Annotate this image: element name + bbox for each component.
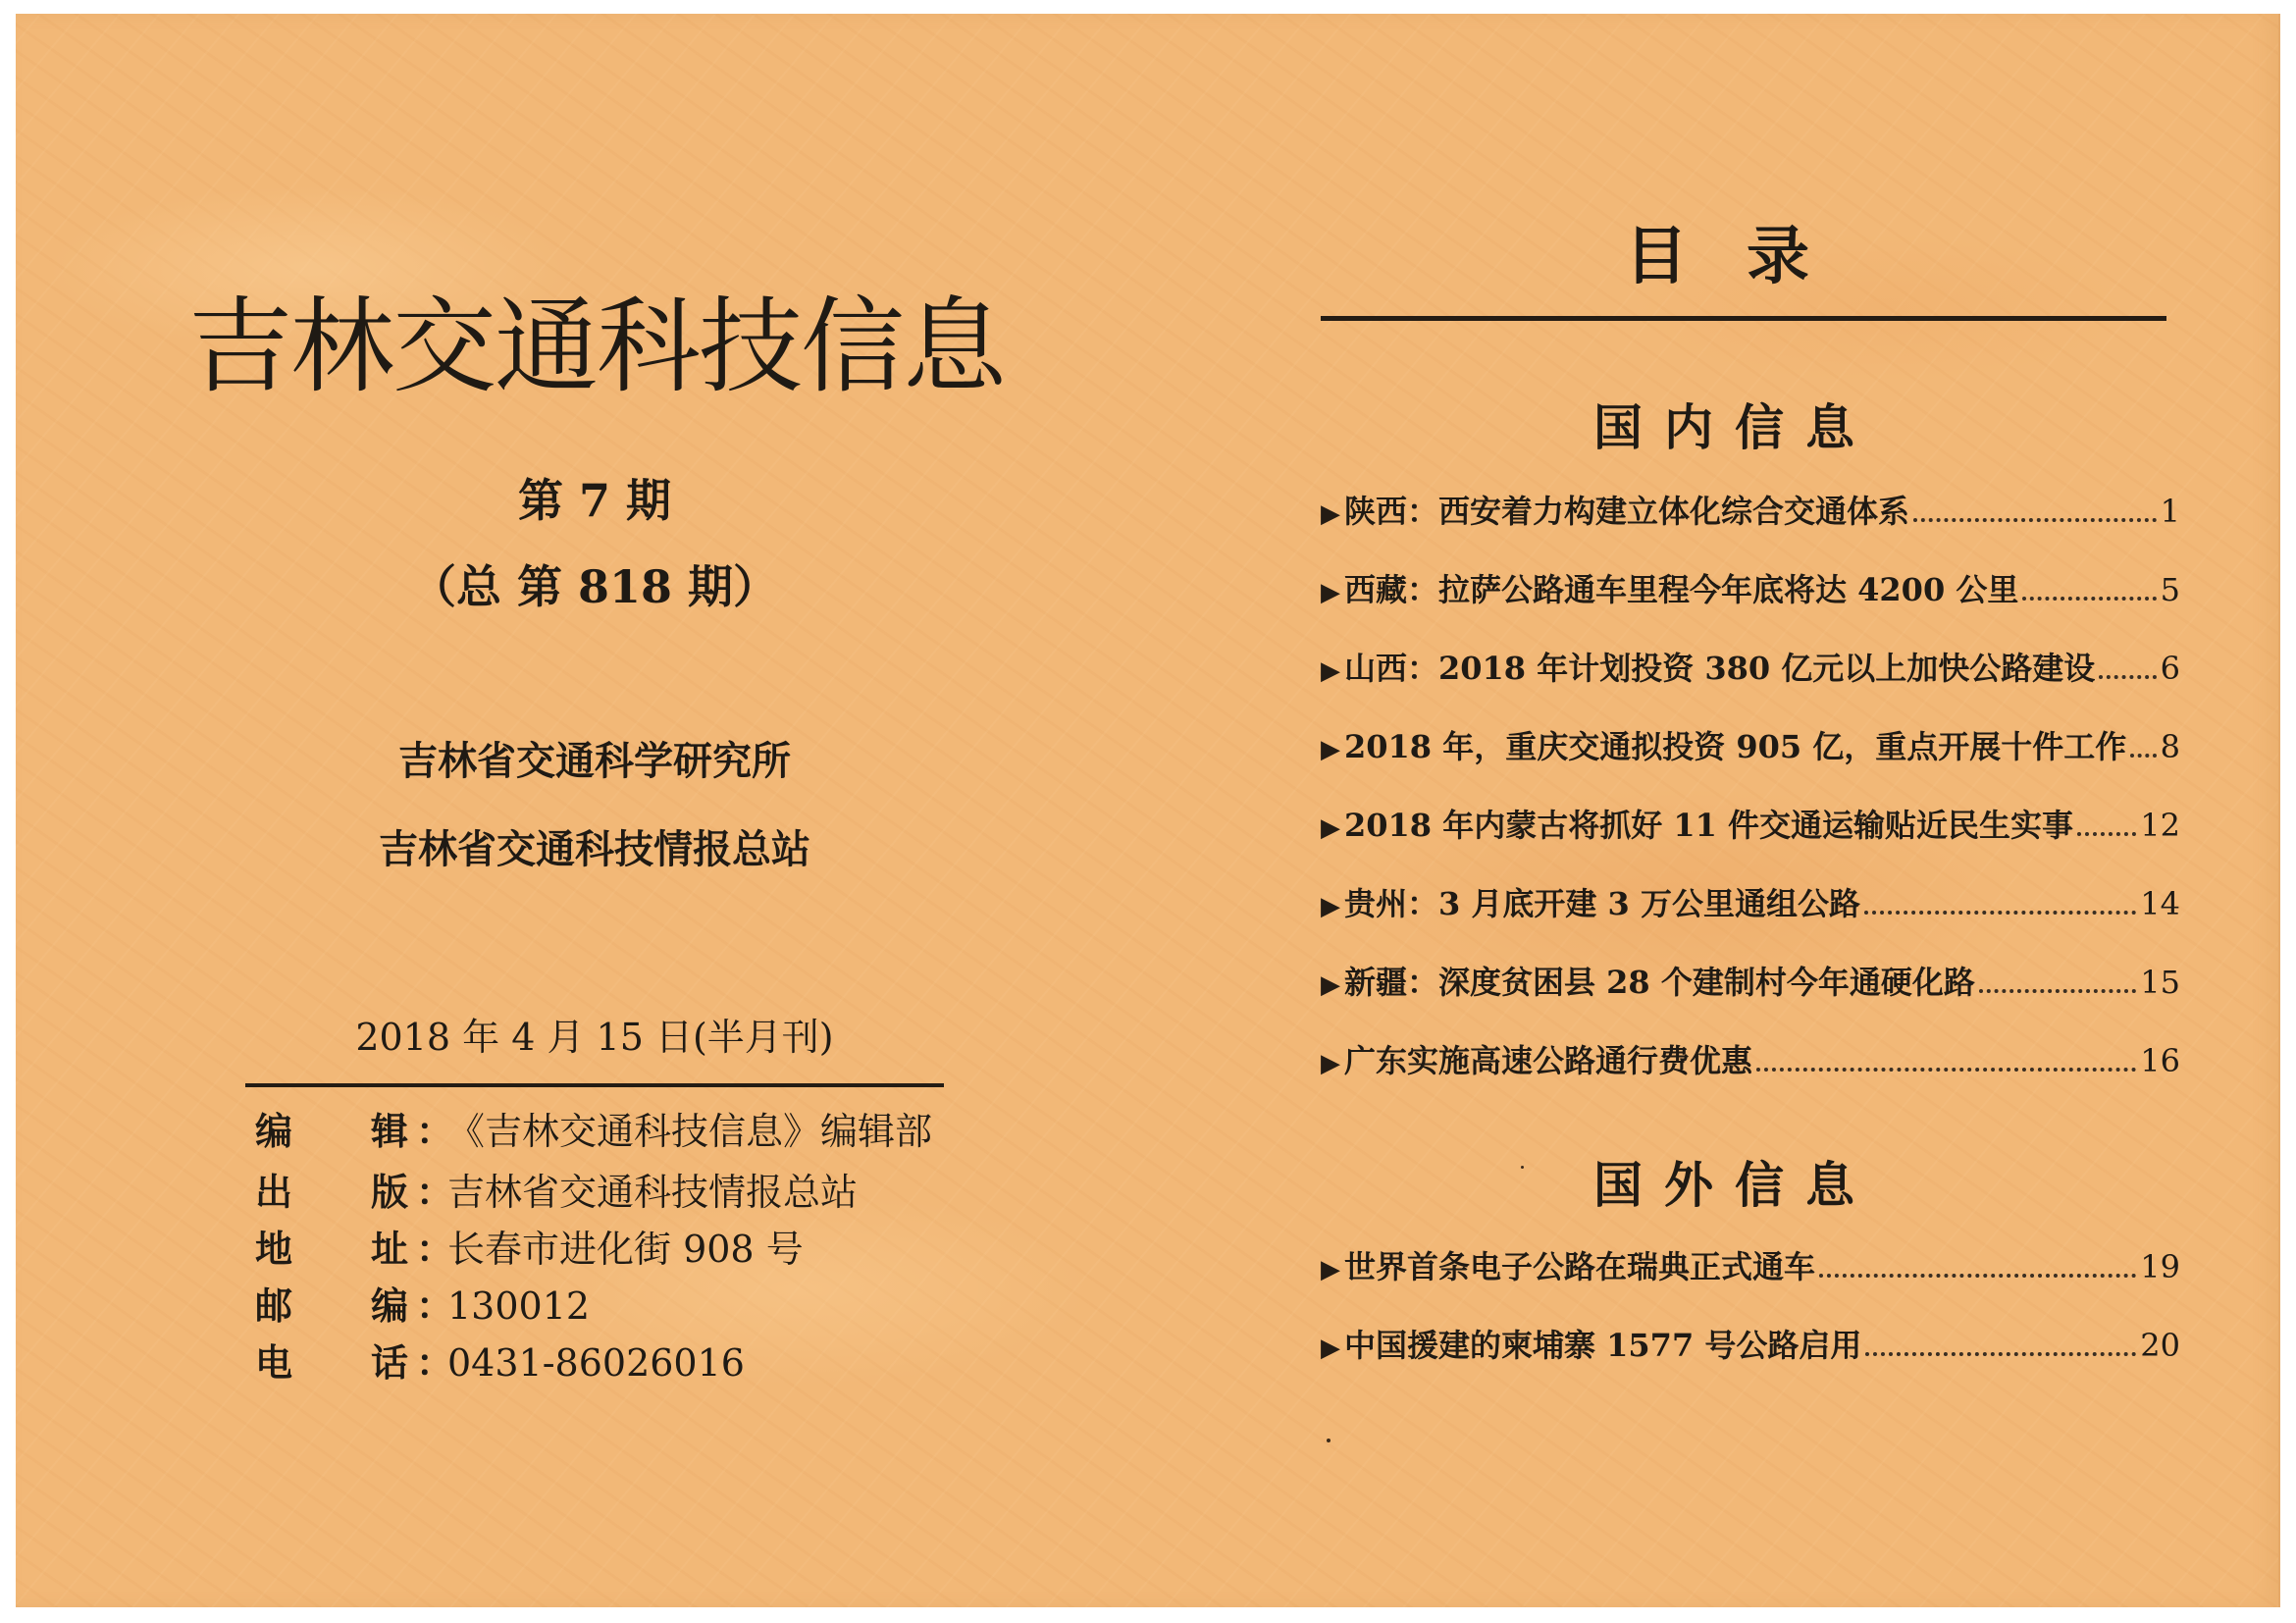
paper-speck bbox=[1521, 1166, 1524, 1169]
toc-entry-label: 2018 年，重庆交通拟投资 905 亿，重点开展十件工作 bbox=[1344, 728, 2127, 765]
triangle-right-icon: ▶ bbox=[1321, 578, 1340, 607]
toc-entry-label: 山西：2018 年计划投资 380 亿元以上加快公路建设 bbox=[1344, 650, 2096, 687]
dot-leader bbox=[2077, 832, 2136, 836]
dot-leader bbox=[1979, 989, 2136, 993]
toc-entry-page: 5 bbox=[2160, 571, 2180, 608]
info-value: 长春市进化街 908 号 bbox=[447, 1228, 804, 1271]
colon: ： bbox=[416, 1170, 454, 1214]
toc-entry-label: 广东实施高速公路通行费优惠 bbox=[1344, 1042, 1753, 1079]
info-key-1: 地 bbox=[255, 1227, 293, 1271]
toc-entry-page: 20 bbox=[2140, 1327, 2180, 1364]
toc-entry-page: 19 bbox=[2140, 1248, 2180, 1285]
toc-entry-label: 贵州：3 月底开建 3 万公里通组公路 bbox=[1344, 885, 1860, 922]
toc-entry[interactable] bbox=[1321, 642, 2180, 695]
triangle-right-icon: ▶ bbox=[1321, 1334, 1340, 1363]
toc-entry-page: 12 bbox=[2140, 807, 2180, 844]
section-heading-domestic: 国内信息 bbox=[1593, 398, 1876, 456]
publication-date: 2018 年 4 月 15 日(半月刊) bbox=[355, 1016, 834, 1059]
colon: ： bbox=[416, 1283, 454, 1328]
triangle-right-icon: ▶ bbox=[1321, 1049, 1340, 1078]
dot-leader bbox=[1819, 1274, 2136, 1278]
toc-entry-label: 2018 年内蒙古将抓好 11 件交通运输贴近民生实事 bbox=[1344, 807, 2074, 844]
info-key-1: 出 bbox=[255, 1170, 293, 1214]
toc-entry-label: 世界首条电子公路在瑞典正式通车 bbox=[1344, 1248, 1816, 1285]
cover-spread bbox=[16, 14, 2280, 1607]
toc-entry-page: 6 bbox=[2160, 650, 2180, 687]
dot-leader bbox=[2099, 675, 2156, 679]
triangle-right-icon: ▶ bbox=[1321, 813, 1340, 843]
info-key-1: 编 bbox=[255, 1109, 293, 1153]
toc-title: 目录 bbox=[1625, 220, 1868, 293]
paper-speck bbox=[1327, 1439, 1331, 1442]
toc-entry-label: 中国援建的柬埔寨 1577 号公路启用 bbox=[1344, 1327, 1862, 1364]
info-value: 0431-86026016 bbox=[447, 1341, 745, 1385]
info-key-1: 电 bbox=[255, 1340, 293, 1385]
dot-leader bbox=[1913, 518, 2157, 522]
info-key-2: 址 bbox=[371, 1227, 409, 1271]
toc-entry-label: 新疆：深度贫困县 28 个建制村今年通硬化路 bbox=[1344, 964, 1975, 1001]
publisher-org-1: 吉林省交通科学研究所 bbox=[398, 738, 791, 784]
info-key-2: 辑 bbox=[371, 1109, 409, 1153]
triangle-right-icon: ▶ bbox=[1321, 499, 1340, 529]
total-issue-number: （总 第 818 期） bbox=[410, 560, 779, 613]
dot-leader bbox=[2130, 754, 2156, 758]
toc-entry-page: 8 bbox=[2160, 728, 2180, 765]
toc-entry[interactable] bbox=[1321, 877, 2180, 930]
triangle-right-icon: ▶ bbox=[1321, 656, 1340, 686]
colon: ： bbox=[416, 1227, 454, 1271]
toc-entry[interactable] bbox=[1321, 1034, 2180, 1087]
toc-entry-page: 14 bbox=[2140, 885, 2180, 922]
info-key-2: 版 bbox=[371, 1170, 409, 1214]
toc-entry-page: 1 bbox=[2160, 493, 2180, 530]
toc-entry-label: 西藏：拉萨公路通车里程今年底将达 4200 公里 bbox=[1344, 571, 2019, 608]
triangle-right-icon: ▶ bbox=[1321, 892, 1340, 921]
toc-entry[interactable] bbox=[1321, 563, 2180, 616]
toc-entry[interactable] bbox=[1321, 1319, 2180, 1372]
triangle-right-icon: ▶ bbox=[1321, 970, 1340, 1000]
issue-number: 第 7 期 bbox=[517, 474, 672, 527]
toc-entry[interactable] bbox=[1321, 1240, 2180, 1293]
info-key-2: 编 bbox=[371, 1283, 409, 1328]
colon: ： bbox=[416, 1340, 454, 1385]
info-value: 吉林省交通科技情报总站 bbox=[447, 1171, 859, 1214]
toc-entry[interactable] bbox=[1321, 799, 2180, 852]
toc-entry[interactable] bbox=[1321, 485, 2180, 538]
magazine-title: 吉林交通科技信息 bbox=[188, 287, 1005, 407]
toc-entry-label: 陕西：西安着力构建立体化综合交通体系 bbox=[1344, 493, 1910, 530]
info-value: 《吉林交通科技信息》编辑部 bbox=[447, 1110, 933, 1153]
toc-entry-page: 16 bbox=[2140, 1042, 2180, 1079]
dot-leader bbox=[1756, 1068, 2136, 1072]
info-key-2: 话 bbox=[371, 1340, 409, 1385]
toc-entry[interactable] bbox=[1321, 956, 2180, 1009]
dot-leader bbox=[1864, 911, 2136, 915]
info-value: 130012 bbox=[447, 1284, 591, 1328]
info-key-1: 邮 bbox=[255, 1283, 293, 1328]
publisher-org-2: 吉林省交通科技情报总站 bbox=[379, 826, 810, 872]
section-heading-foreign: 国外信息 bbox=[1593, 1156, 1876, 1214]
toc-entry-page: 15 bbox=[2140, 964, 2180, 1001]
toc-entry[interactable] bbox=[1321, 720, 2180, 773]
divider-rule bbox=[245, 1083, 944, 1087]
triangle-right-icon: ▶ bbox=[1321, 1255, 1340, 1284]
colon: ： bbox=[416, 1109, 454, 1153]
toc-divider-rule bbox=[1321, 316, 2166, 321]
dot-leader bbox=[1865, 1352, 2136, 1356]
triangle-right-icon: ▶ bbox=[1321, 735, 1340, 764]
dot-leader bbox=[2022, 597, 2156, 601]
